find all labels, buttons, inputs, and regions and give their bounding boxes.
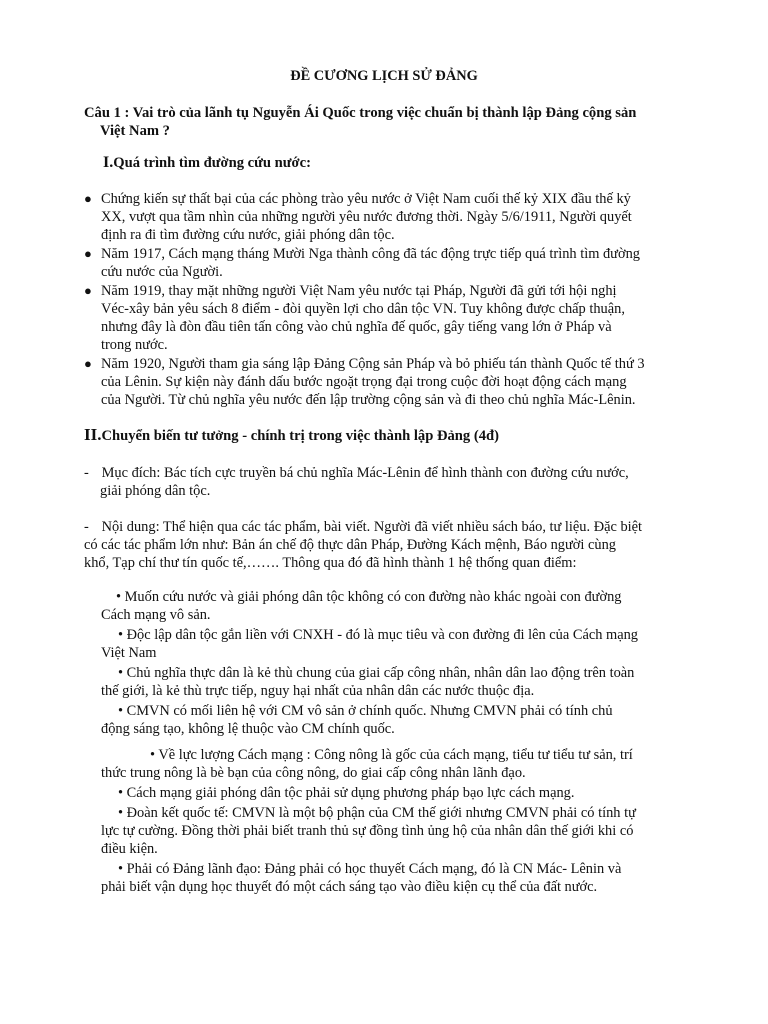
content-paragraph [84,518,699,572]
section-2-heading [84,426,499,445]
list-item-line: Năm 1917, Cách mạng tháng Mười Nga thành công đã tác động trực tiếp quá trình tìm đường [101,246,640,262]
section-1-bullet-list [0,190,768,410]
purpose-paragraph [84,464,699,500]
list-item [0,746,768,782]
list-item [0,245,768,281]
bullet-dot-icon: ● [84,283,92,298]
content-line-3: khổ, Tạp chí thư tín quốc tế,……. Thông qua đó đã hình thành 1 hệ thống quan điểm: [84,555,577,571]
purpose-text: Mục đích: Bác tích cực truyền bá chủ nghĩa Mác-Lênin để hình thành con đường cứu nước, [98,465,629,481]
dash-marker: - [84,465,89,481]
bullet-dot-icon: ● [84,191,92,206]
section-1-numeral: I. [103,154,114,171]
list-item-line: trong nước. [101,337,168,353]
bullet-dot-icon: ● [84,246,92,261]
list-item-line: của Lênin. Sự kiện này đánh dấu bước ngoặt trọng đại trong cuộc đời hoạt động cách mạng [101,374,627,390]
list-item-line: thế giới, là kẻ thù trực tiếp, nguy hại nhất của nhân dân các nước thuộc địa. [101,683,535,699]
list-item [0,190,768,244]
list-item-line: • Phải có Đảng lãnh đạo: Đảng phải có học thuyết Cách mạng, đó là CN Mác- Lênin và [118,861,622,877]
list-item-line: định ra đi tìm đường cứu nước, giải phóng dân tộc. [101,227,395,243]
section-1-heading [103,154,311,172]
list-item-line: • Độc lập dân tộc gắn liền với CNXH - đó là mục tiêu và con đường đi lên của Cách mạng [118,627,639,643]
list-item-line: Véc-xây bản yêu sách 8 điểm - đòi quyền lợi cho dân tộc VN. Tuy không được chấp thuận, [101,301,625,317]
list-item-line: Cách mạng vô sản. [101,607,211,623]
list-item [0,626,768,662]
list-item-line: nhưng đây là đòn đầu tiên tấn công vào chủ nghĩa đế quốc, gây tiếng vang lớn ở Pháp và [101,319,612,335]
list-item [0,588,768,624]
content-text: Nội dung: Thể hiện qua các tác phẩm, bài viết. Người đã viết nhiều sách báo, tư liệu. Đặc biệt [98,519,643,535]
purpose-line-2: giải phóng dân tộc. [100,483,211,499]
content-line-2: có các tác phẩm lớn như: Bản án chế độ thực dân Pháp, Đường Kách mệnh, Báo người cùng [84,537,616,553]
list-item-line: • Đoàn kết quốc tế: CMVN là một bộ phận của CM thế giới nhưng CMVN phải có tính tự [118,805,636,821]
purpose-line-1 [84,464,699,482]
list-item-line: Chứng kiến sự thất bại của các phòng trào yêu nước ở Việt Nam cuối thế kỷ XIX đầu thế kỷ [101,191,631,207]
question-1-line-2: Việt Nam ? [100,123,170,139]
question-1-line-1: Câu 1 : Vai trò của lãnh tụ Nguyễn Ái Quốc trong việc chuẩn bị thành lập Đảng cộng sản [84,105,637,121]
list-item-line: Việt Nam [101,645,157,661]
list-item-line: của Người. Từ chủ nghĩa yêu nước đến lập trường cộng sản và đi theo chủ nghĩa Mác-Lênin. [101,392,636,408]
section-1-title: Quá trình tìm đường cứu nước: [113,155,311,171]
list-item-line: Năm 1919, thay mặt những người Việt Nam yêu nước tại Pháp, Người đã gửi tới hội nghị [101,283,617,299]
section-2-numeral: II. [84,425,102,444]
document-title: ĐỀ CƯƠNG LỊCH SỬ ĐẢNG [290,68,478,84]
list-item [0,702,768,738]
section-2-title: Chuyển biến tư tưởng - chính trị trong việc thành lập Đảng (4đ) [101,428,500,444]
list-item [0,282,768,354]
content-line-1 [84,518,699,536]
list-item-line: • CMVN có mối liên hệ với CM vô sản ở chính quốc. Nhưng CMVN phải có tính chủ [118,703,613,719]
list-item-line: • Chủ nghĩa thực dân là kẻ thù chung của giai cấp công nhân, nhân dân lao động trên toàn [118,665,635,681]
list-item [0,355,768,409]
list-item-line: phải biết vận dụng học thuyết đó một cách sáng tạo vào điều kiện cụ thể của đất nước. [101,879,598,895]
list-item-line: thức trung nông là bè bạn của công nông, do giai cấp công nhân lãnh đạo. [101,765,526,781]
list-item-line: Năm 1920, Người tham gia sáng lập Đảng Cộng sản Pháp và bỏ phiếu tán thành Quốc tế thứ 3 [101,356,645,372]
viewpoint-list [0,588,768,898]
list-item [0,784,768,802]
list-item-line: lực tự cường. Đồng thời phải biết tranh thủ sự đồng tình ủng hộ của nhân dân thế giới khi có [101,823,634,839]
list-item-line: • Cách mạng giải phóng dân tộc phải sử dụng phương pháp bạo lực cách mạng. [118,785,575,801]
list-item-line: • Về lực lượng Cách mạng : Công nông là gốc của cách mạng, tiểu tư tiểu tư sản, trí [150,747,633,763]
list-item-line: động sáng tạo, không lệ thuộc vào CM chính quốc. [101,721,395,737]
question-1 [84,104,694,140]
list-item-line: cứu nước của Người. [101,264,223,280]
list-item-line: điều kiện. [101,841,158,857]
list-item-line: • Muốn cứu nước và giải phóng dân tộc không có con đường nào khác ngoài con đường [116,589,622,605]
list-item [0,804,768,858]
list-item-line: XX, vượt qua tầm nhìn của những người yêu nước đương thời. Ngày 5/6/1911, Người quyết [101,209,632,225]
list-item [0,664,768,700]
dash-marker: - [84,519,89,535]
list-item [0,860,768,896]
bullet-dot-icon: ● [84,356,92,371]
